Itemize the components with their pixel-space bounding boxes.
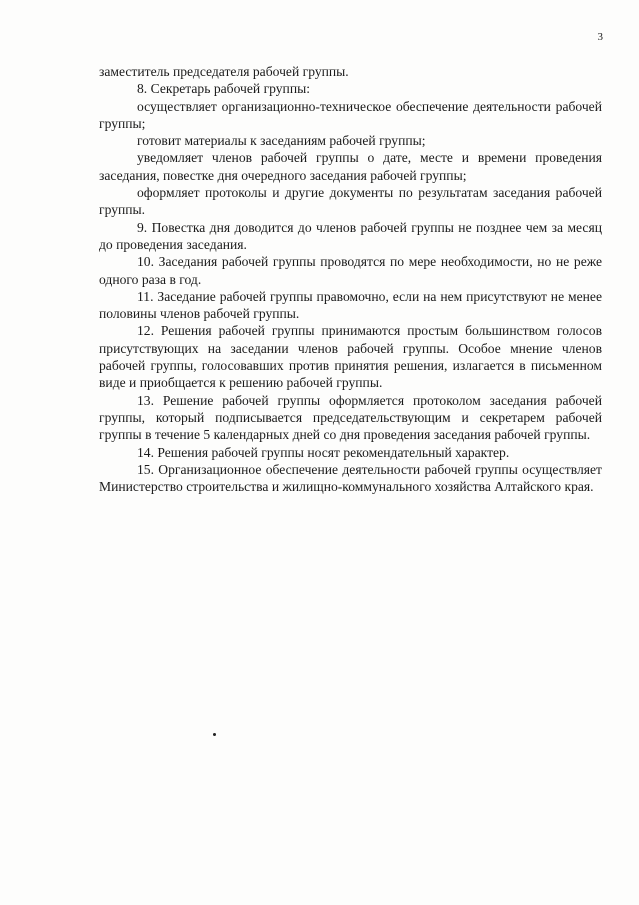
paragraph-8-item-3: уведомляет членов рабочей группы о дате, месте и времени проведения заседания, повестке дня очередного заседания рабочей группы;: [99, 150, 602, 183]
paragraph-12: 12. Решения рабочей группы принимаются простым большинством голосов присутствующих на заседании членов рабочей группы. Особое мнение членов рабочей группы, голосовавших против принятия решения, излагается в письменном виде и приобщается к решению рабочей группы.: [99, 323, 602, 391]
document-body: [99, 63, 602, 495]
paragraph-8-item-2: готовит материалы к заседаниям рабочей группы;: [137, 133, 426, 149]
paragraph-8: 8. Секретарь рабочей группы:: [137, 81, 311, 97]
paragraph-8-item-4: оформляет протоколы и другие документы по результатам заседания рабочей группы.: [99, 185, 602, 218]
paragraph-9: 9. Повестка дня доводится до членов рабочей группы не позднее чем за месяц до проведения заседания.: [99, 219, 602, 252]
page-number: 3: [597, 31, 603, 43]
scan-speck: [213, 733, 216, 736]
paragraph-continuation: заместитель председателя рабочей группы.: [99, 64, 349, 79]
paragraph-8-item-1: осуществляет организационно-техническое обеспечение деятельности рабочей группы;: [99, 98, 602, 131]
paragraph-15: 15. Организационное обеспечение деятельности рабочей группы осуществляет Министерство строительства и жилищно-коммунального хозяйства Алтайского края.: [99, 461, 602, 495]
paragraph-13: 13. Решение рабочей группы оформляется протоколом заседания рабочей группы, который подписывается председательствующим и секретарем рабочей группы в течение 5 календарных дней со дня проведения заседания рабочей группы.: [99, 392, 602, 443]
paragraph-10: 10. Заседания рабочей группы проводятся по мере необходимости, но не реже одного раза в год.: [99, 254, 602, 287]
paragraph-14: 14. Решения рабочей группы носят рекомендательный характер.: [137, 444, 510, 460]
paragraph-11: 11. Заседание рабочей группы правомочно, если на нем присутствуют не менее половины членов рабочей группы.: [99, 288, 602, 322]
